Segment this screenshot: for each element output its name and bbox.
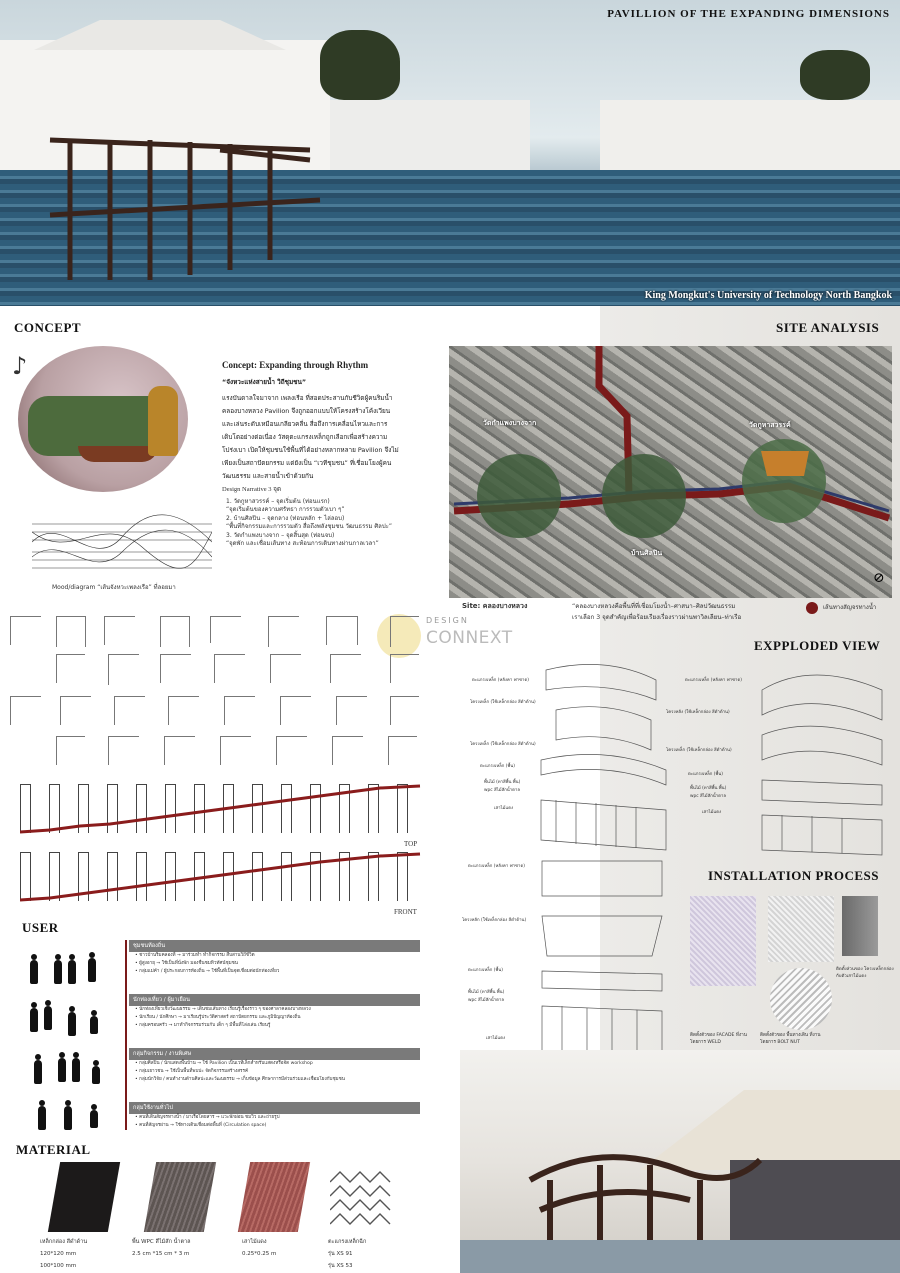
site-map <box>449 346 892 598</box>
tree <box>320 30 400 100</box>
front-label: FRONT <box>394 908 417 916</box>
narrative-title: Design Narrative 3 จุด <box>222 486 282 493</box>
concept-body-line: โปร่งเบา เปิดให้ชุมชนใช้พื้นที่ได้อย่างหลากหลาย Pavilion จึงไม่ <box>222 446 399 454</box>
seated-person-icon <box>92 1066 100 1084</box>
concept-collage <box>18 346 188 492</box>
north-arrow-icon: ⊘ <box>873 570 885 586</box>
user-group-line: • กลุ่มศิลปิน / นักแสดงพื้นบ้าน → ใช้ Pavilion เป็นเวทีเล็กสำหรับแสดงหรือจัด workshop <box>135 1061 313 1066</box>
material-spec: รุ่น XS 91 <box>328 1251 353 1257</box>
site-desc-line: เราเลือก 3 จุดสำคัญเพื่อร้อยเรียงเรื่องราวผ่านพาวิลเลียน–ท่าเรือ <box>572 614 742 621</box>
label-wat-kamphaeng: วัดกำแพงบางจาก <box>483 419 537 427</box>
install-floor-image <box>768 896 834 962</box>
person-icon <box>44 1006 52 1030</box>
install-caption-line: ติดตั้งตัวของ FACADE ที่งาน <box>690 1033 747 1038</box>
concept-body <box>222 392 437 483</box>
person-icon <box>88 958 96 982</box>
site-map-overlay <box>449 346 892 598</box>
user-group-title: นักท่องเที่ยว / ผู้มาเยือน <box>129 994 420 1006</box>
concept-body-line: คลองบางหลวง Pavilion จึงถูกออกแบบให้โครงสร้างโค้งเวียน <box>222 407 391 415</box>
watermark-line1: DESIGN <box>426 616 469 625</box>
install-caption-line: โดยการ WELD <box>690 1040 721 1045</box>
narrative-line: “จุดเริ่มต้นของความศรัทธา การรวมตัวเบา ๆ” <box>226 506 345 514</box>
material-steel-caption <box>40 1236 87 1272</box>
mood-caption: Mood/diagram “เส้นจังหวะเพลงเรือ” ที่ลอยมา <box>52 584 176 591</box>
exploded-right-label: โครงหลัง (ใช้เหล็กกล่อง สีดำด้าน) <box>666 710 730 715</box>
site-analysis-title: SITE ANALYSIS <box>776 320 880 335</box>
install-column-image <box>842 896 878 956</box>
person-icon <box>72 1058 80 1082</box>
narrative-line: “จุดพัก และเชื่อมเส้นทาง สะท้อนการเดินทางผ่านกาลเวลา” <box>226 540 379 548</box>
collage-boat <box>78 446 158 462</box>
user-divider <box>125 940 127 1130</box>
material-steel-swatch <box>48 1162 120 1232</box>
render-water <box>460 1240 900 1273</box>
exploded-left-label: ตะแกรงเหล็ก (หลังคา ฟาซาด) <box>472 678 529 683</box>
site-description <box>572 601 792 623</box>
university-name: King Mongkut's University of Technology North Bangkok <box>644 290 892 301</box>
material-name: ตะแกรงเหล็กฉีก <box>328 1239 367 1245</box>
design-narrative <box>226 498 441 548</box>
stroller-icon <box>68 1012 76 1036</box>
exploded-bottom-model <box>532 856 672 1066</box>
install-floor-detail <box>770 968 832 1030</box>
concept-body-line: วัฒนธรรม และสายน้ำเข้าด้วยกัน <box>222 472 314 480</box>
exploded-right-model <box>752 660 892 860</box>
exploded-left-label: wpc สีไม้สักน้ำตาล <box>484 788 520 793</box>
site-caption: Site: คลองบางหลวง <box>462 602 528 610</box>
install-caption-line: กับตัวเสาไม้แดง <box>836 974 867 979</box>
person-icon <box>30 960 38 984</box>
concept-body-line: เพียงเป็นสถาปัตยกรรม แต่ยังเป็น “เวทีชุมชน” ที่เชื่อมโยงผู้คน <box>222 459 392 467</box>
concept-body-line: แรงบันดาลใจมาจาก เพลงเรือ ที่สอดประสานกับชีวิตผู้คนริมน้ำ <box>222 394 393 402</box>
route-legend-label: เส้นทางสัญจรทางน้ำ <box>823 604 877 611</box>
exploded-left-model <box>536 660 686 860</box>
poster-title: PAVILLION OF THE EXPANDING DIMENSIONS <box>607 8 890 20</box>
person-icon <box>30 1008 38 1032</box>
install-caption-line: ติดตั้งส่วนของ โครงเหล็กกล่อง <box>836 967 894 972</box>
user-group-line: • คนที่เดินสัญจรทางน้ำ / มาเรือโดยสาร → แวะพักผ่อน ชมวิว และถ่ายรูป <box>135 1115 280 1120</box>
material-spec: 100*100 mm <box>40 1263 77 1269</box>
install-caption-line: โดยการ BOLT NUT <box>760 1040 800 1045</box>
user-group-line: • กลุ่มแม่ค้า / ผู้ประกอบการท้องถิ่น → ใช้พื้นที่เป็นจุดเชื่อมต่อนักท่องเที่ยว <box>135 969 280 974</box>
route-legend-swatch <box>806 602 818 614</box>
hero-render <box>0 0 900 306</box>
user-group-line: • นักท่องเที่ยวเชิงวัฒนธรรม → เดินชมเส้นทาง เรียนรู้เรื่องราว ๆ ของศาลาคลองบางหลวง <box>135 1007 311 1012</box>
music-note-icon: ♪ <box>12 352 28 380</box>
user-group-line: • ผู้สูงอายุ → ใช้เป็นที่นั่งพัก มองชื่นชมทิวทัศน์ชุมชน <box>135 961 238 966</box>
user-title: USER <box>22 920 59 935</box>
material-spec: 120*120 mm <box>40 1251 77 1257</box>
child-icon <box>90 1016 98 1034</box>
person-icon <box>38 1106 46 1130</box>
person-icon <box>68 960 76 984</box>
exploded-bottom-label: พื้นไม้ (ทาสีพื้น พื้น) <box>468 990 505 995</box>
narrative-line: 3. วัดกำแพงบางจาก – จุดสิ้นสุด (ท่อนจบ) <box>226 531 335 539</box>
roof-left <box>10 20 310 50</box>
user-group-line: • กลุ่มเยาวชน → ใช้เป็นพื้นที่พบปะ จัดกิจกรรมสร้างสรรค์ <box>135 1069 249 1074</box>
narrative-line: “พื้นที่กิจกรรมและการรวมตัว สื่อถึงพลังชุมชน วัฒนธรรม ศิลปะ” <box>226 523 392 531</box>
concept-title: CONCEPT <box>14 320 82 335</box>
top-diagram <box>20 784 424 836</box>
exploded-right-label: ตะแกรงเหล็ก (พื้น) <box>688 772 723 777</box>
material-mesh-caption <box>328 1236 366 1272</box>
person-icon <box>34 1060 42 1084</box>
material-mesh-swatch <box>330 1162 392 1232</box>
rhythm-diagram <box>32 512 212 582</box>
narrative-line: 2. บ้านศิลปิน – จุดกลาง (ท่อนหลัก + ไล่ลอบ) <box>226 514 345 522</box>
install-caption-2 <box>760 1032 821 1046</box>
user-group-title: ชุมชนท้องถิ่น <box>129 940 420 952</box>
install-caption-1 <box>690 1032 747 1046</box>
material-name: พื้น WPC สีไม้สัก น้ำตาล <box>132 1239 191 1245</box>
material-wpc-swatch <box>144 1162 216 1232</box>
concept-quote: “จังหวะแห่งสายน้ำ วิถีชุมชน” <box>222 378 307 386</box>
narrative-line: 1. วัดกูหาสวรรค์ – จุดเริ่มต้น (ท่อนแรก) <box>226 498 330 505</box>
pavilion-frame <box>40 130 330 290</box>
exploded-right-label: เสาไม้แดง <box>702 810 722 815</box>
user-group-line: • กลุ่มนักวิจัย / คนทำงานด้านศิลปะและวัฒนธรรม → เก็บข้อมูล ศึกษาการมีส่วนร่วมและเชื่อมโยงกับชุมชน <box>135 1077 345 1082</box>
exploded-bottom-label: wpc สีไม้สักน้ำตาล <box>468 998 504 1003</box>
user-group-general <box>129 1102 420 1130</box>
form-studies <box>10 612 430 772</box>
material-spec: รุ่น XS 53 <box>328 1263 353 1269</box>
exploded-right-label: พื้นไม้ (ทาสีพื้น พื้น) <box>690 786 727 791</box>
exploded-right-label: wpc สีไม้สักน้ำตาล <box>690 794 726 799</box>
user-group-local <box>129 940 420 976</box>
exploded-left-label: โครงเหล็ก (ใช้เหล็กกล่อง สีดำด้าน) <box>470 700 536 705</box>
material-name: เสาไม้แดง <box>242 1239 267 1245</box>
concept-body-line: เติบโตอย่างต่อเนื่อง วัสดุตะแกรงเหล็กถูกเลือกเพื่อสร้างความ <box>222 433 388 441</box>
exploded-right-label: โครงเหล็ก (ใช้เหล็กกล่อง สีดำด้าน) <box>666 748 732 753</box>
exploded-left-label: ตะแกรงเหล็ก (พื้น) <box>480 764 515 769</box>
user-icons <box>24 950 124 1130</box>
install-caption-line: ติดตั้งตัวของ พื้นทางเดิน ที่งาน <box>760 1033 821 1038</box>
front-diagram <box>20 852 424 904</box>
material-spec: 0.25*0.25 m <box>242 1251 277 1257</box>
material-redwood-caption <box>242 1236 276 1260</box>
concept-body-line: และเล่นระดับเหมือนเกลียวคลื่น สื่อถึงการเคลื่อนไหวและการ <box>222 420 388 428</box>
exploded-bottom-label: ตะแกรงเหล็ก (หลังคา ฟาซาด) <box>468 864 525 869</box>
user-group-title: กลุ่มใช้งานทั่วไป <box>129 1102 420 1114</box>
exploded-left-label: พื้นไม้ (ทาสีพื้น พื้น) <box>484 780 521 785</box>
installation-title: INSTALLATION PROCESS <box>708 868 879 883</box>
user-group-line: • ชาวบ้านริมคลองที่ → มาร่วมทำ ทำกิจกรรม สืบสานวิถีชีวิต <box>135 953 255 958</box>
exploded-left-label: เสาไม้แดง <box>494 806 514 811</box>
exploded-bottom-label: โครงหลัก (ใช้เหล็กกล่อง สีดำด้าน) <box>462 918 527 923</box>
label-wat-kuha: วัดกูหาสวรรค์ <box>749 421 791 429</box>
user-group-title: กลุ่มกิจกรรม / งานพิเศษ <box>129 1048 420 1060</box>
user-group-line: • นักเรียน / นักศึกษา → มาเรียนรู้ประวัติศาสตร์ สถาปัตยกรรม และภูมิปัญญาท้องถิ่น <box>135 1015 301 1020</box>
label-baan-silapin: บ้านศิลปิน <box>631 549 663 557</box>
tree-right <box>800 50 870 100</box>
install-caption-3 <box>836 966 898 980</box>
material-wpc-caption <box>132 1236 191 1260</box>
bottom-render <box>460 1050 900 1273</box>
user-group-line: • คนที่สัญจรผ่าน → ใช้ทางเดินเชื่อมต่อพื้นที่ (Circulation space) <box>135 1123 267 1128</box>
material-name: เหล็กกล่อง สีดำด้าน <box>40 1239 88 1245</box>
exploded-right-label: ตะแกรงเหล็ก (หลังคา ฟาซาด) <box>685 678 742 683</box>
exploded-bottom-label: เสาไม้แดง <box>486 1036 506 1041</box>
exploded-left-label: โครงเหล็ก (ใช้เหล็กกล่อง สีดำด้าน) <box>470 742 536 747</box>
material-redwood-swatch <box>238 1162 310 1232</box>
person-icon <box>64 1106 72 1130</box>
concept-heading: Concept: Expanding through Rhythm <box>222 360 369 370</box>
collage-figure <box>148 386 178 456</box>
person-icon <box>58 1058 66 1082</box>
building-mid <box>330 100 530 170</box>
material-title: MATERIAL <box>16 1142 91 1157</box>
material-spec: 2.5 cm *15 cm * 3 m <box>132 1251 190 1257</box>
exploded-bottom-label: ตะแกรงเหล็ก (พื้น) <box>468 968 503 973</box>
user-group-line: • กลุ่มครอบครัว → มาทำกิจกรรมร่วมกับ เด็ก ๆ มีพื้นที่โล่งเล่น เรียนรู้ <box>135 1023 271 1028</box>
user-group-activities <box>129 1048 420 1084</box>
site-desc-line: “คลองบางหลวงคือพื้นที่ที่เชื่อมโยงน้ำ–ศาสนา–ศิลปวัฒนธรรม <box>572 603 736 610</box>
person-icon <box>54 960 62 984</box>
install-facade-image <box>690 896 756 986</box>
exploded-view-title: EXPPLODED VIEW <box>754 638 881 653</box>
user-group-tourists <box>129 994 420 1030</box>
watermark-line2: CONNEXT <box>426 628 513 648</box>
top-label: TOP <box>404 840 418 848</box>
child-icon <box>90 1110 98 1128</box>
